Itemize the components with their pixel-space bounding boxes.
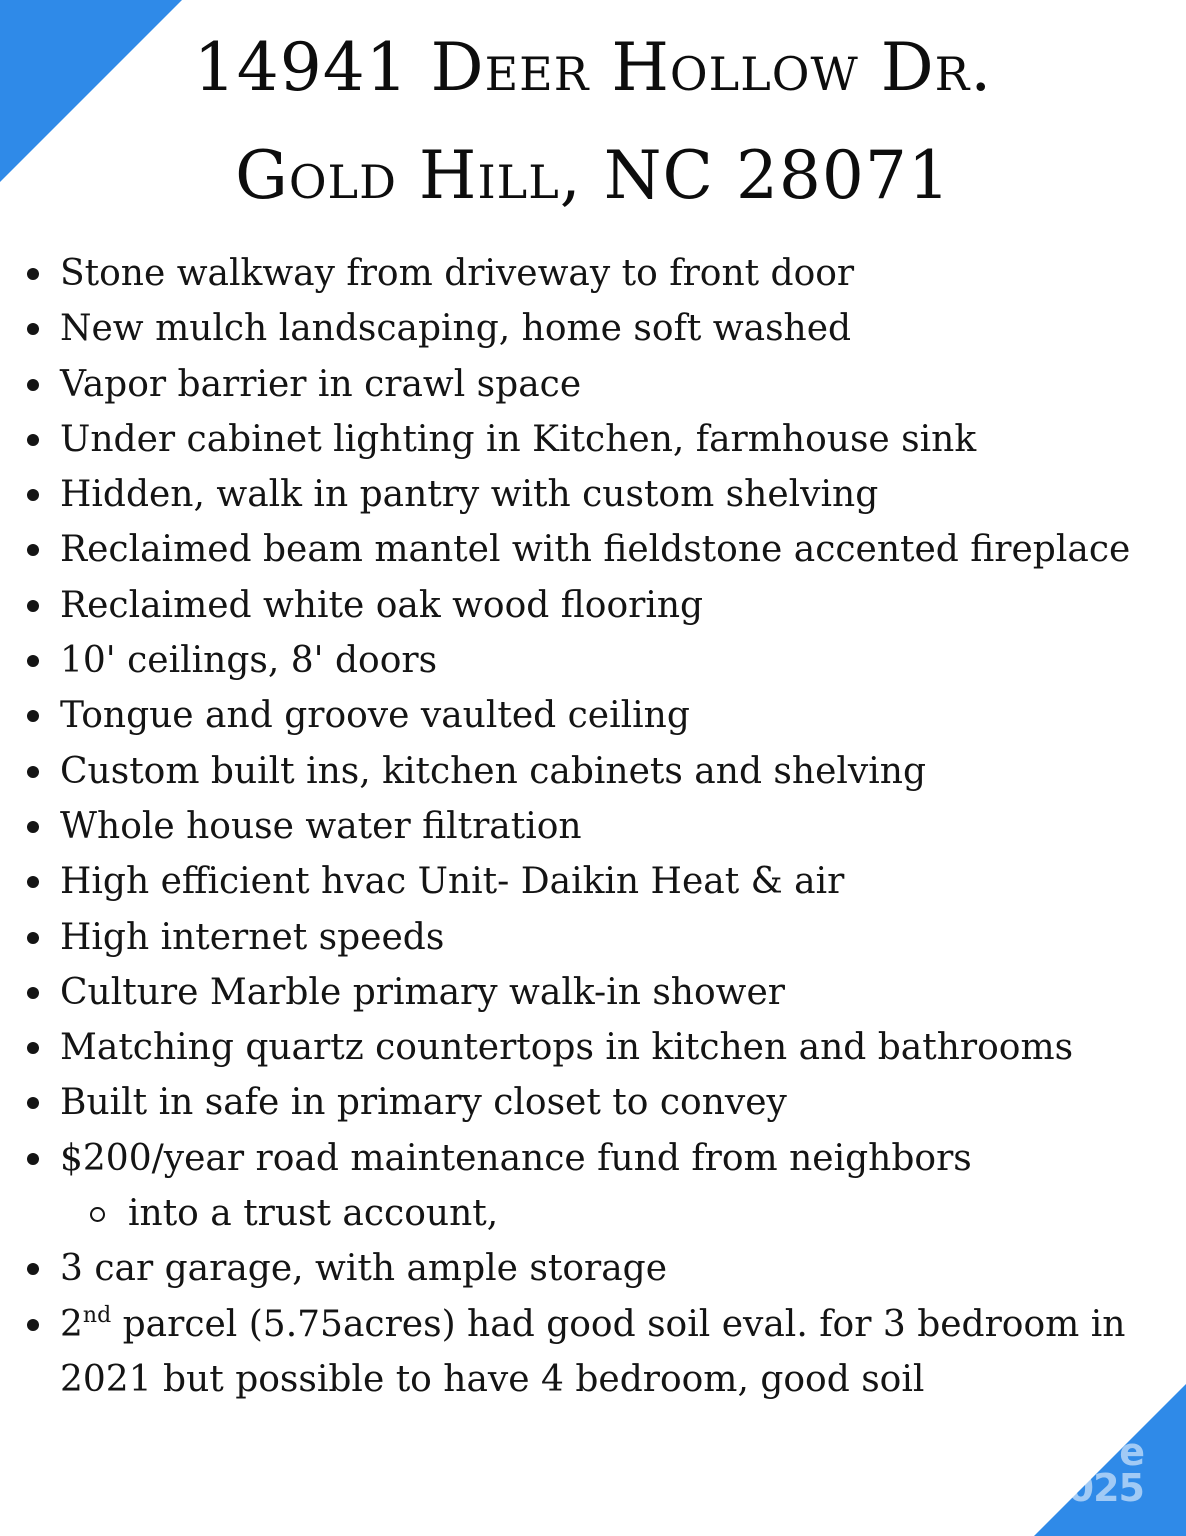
feature-item [0,744,1186,799]
address-line1: 14941 Deer Hollow Dr. [193,29,993,106]
bullet-icon [27,932,39,944]
bullet-icon [27,710,39,722]
feature-item [0,1020,1186,1075]
feature-item [0,633,1186,688]
parcel-number: 2 [60,1303,83,1345]
bullet-icon [27,1097,39,1109]
feature-text: New mulch landscaping, home soft washed [60,308,852,350]
feature-item [0,1075,1186,1130]
feature-item [0,688,1186,743]
feature-item [0,799,1186,854]
feature-item [0,246,1186,301]
feature-text: Vapor barrier in crawl space [60,363,582,405]
feature-item [0,1241,1186,1296]
feature-text: Reclaimed beam mantel with fieldstone accented fireplace [60,529,1131,571]
feature-item [0,1297,1186,1408]
feature-item [0,467,1186,522]
feature-text: Matching quartz countertops in kitchen and bathrooms [60,1027,1074,1069]
parcel-ordinal-suffix: nd [82,1302,112,1328]
bullet-icon [27,1153,39,1165]
watermark-line2: 025 [1067,1466,1144,1510]
sub-feature-text: into a trust account, [128,1193,499,1235]
bullet-icon [27,434,39,446]
bullet-icon [27,821,39,833]
feature-item [0,301,1186,356]
parcel-text: parcel (5.75acres) had good soil eval. for 3 bedroom in 2021 but possible to have 4 bedroom, good soil [60,1303,1126,1400]
bullet-icon [27,544,39,556]
bullet-icon [27,987,39,999]
bullet-icon [27,766,39,778]
feature-text: 3 car garage, with ample storage [60,1248,668,1290]
feature-text: High efficient hvac Unit- Daikin Heat & air [60,861,845,903]
feature-text: Stone walkway from driveway to front door [60,253,855,294]
bullet-icon [27,1042,39,1054]
bullet-icon [27,876,39,888]
sub-feature-item [0,1186,1186,1241]
feature-item [0,1131,1186,1186]
feature-item [0,910,1186,965]
watermark [1067,1430,1144,1510]
bullet-icon [27,1319,39,1331]
bullet-icon [27,379,39,391]
address-line2: Gold Hill, NC 28071 [235,137,951,214]
bullet-icon [27,268,39,280]
bullet-icon [27,323,39,335]
feature-text: High internet speeds [60,916,445,958]
bullet-icon [27,600,39,612]
feature-text: Whole house water filtration [60,805,582,847]
feature-text: 10' ceilings, 8' doors [60,640,438,682]
feature-item [0,965,1186,1020]
feature-item [0,412,1186,467]
feature-item [0,854,1186,909]
bullet-icon [27,655,39,667]
feature-list [0,246,1186,1407]
feature-item [0,522,1186,577]
feature-text: Built in safe in primary closet to convey [60,1082,787,1124]
feature-item [0,357,1186,412]
feature-text: Reclaimed white oak wood flooring [60,584,704,626]
feature-text: $200/year road maintenance fund from neighbors [60,1137,972,1179]
hollow-bullet-icon [90,1207,105,1222]
bullet-icon [27,1263,39,1275]
feature-text: Hidden, walk in pantry with custom shelving [60,474,879,516]
feature-text: Custom built ins, kitchen cabinets and shelving [60,750,926,792]
feature-text: Tongue and groove vaulted ceiling [60,695,690,737]
watermark-line1: e [1119,1430,1144,1474]
feature-text: Culture Marble primary walk-in shower [60,971,785,1013]
feature-item [0,578,1186,633]
bullet-icon [27,489,39,501]
feature-text: Under cabinet lighting in Kitchen, farmhouse sink [60,418,977,460]
